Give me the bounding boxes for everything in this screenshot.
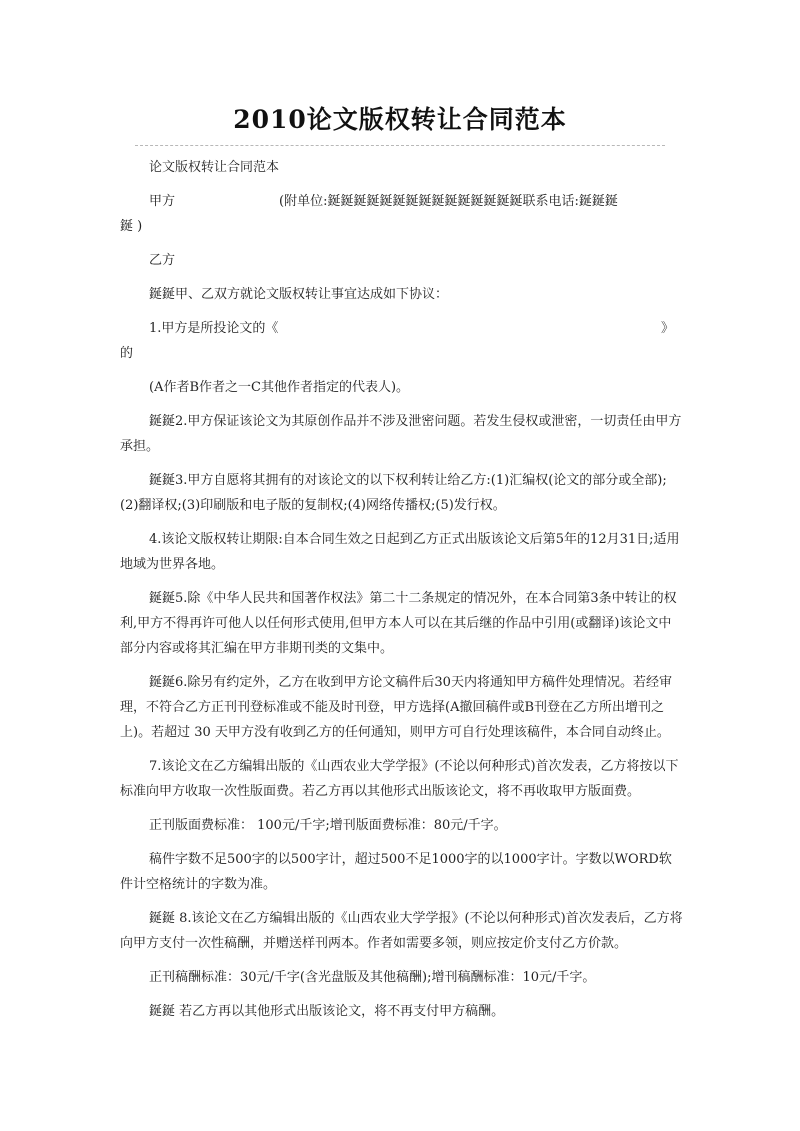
- party-a-label: 甲方: [149, 194, 176, 209]
- clause-7: 7.该论文在乙方编辑出版的《山西农业大学学报》(不论以何种形式)首次发表，乙方将按以下标准向甲方收取一次性版面费。若乙方再以其他形式出版该论文，将不再收取甲方版面费。: [120, 759, 679, 799]
- party-a-line: [120, 189, 684, 214]
- document-title: 2010论文版权转让合同范本: [233, 105, 567, 134]
- royalty-standard: 正刊稿酬标准：30元/千字(含光盘版及其他稿酬);增刊稿酬标准：10元/千字。: [149, 970, 596, 985]
- clause-1-cont: 的: [120, 346, 134, 361]
- clause-1-end: 》: [660, 321, 674, 336]
- heading-line: 论文版权转让合同范本: [149, 160, 280, 175]
- clause-1-start: 1.甲方是所投论文的《: [149, 321, 279, 336]
- word-count-rule: 稿件字数不足500字的以500字计，超过500不足1000字的以1000字计。字数以WORD软件计空格统计的字数为准。: [120, 852, 672, 892]
- clause-1: [120, 316, 684, 341]
- clause-1-options: (A作者B作者之一C其他作者指定的代表人)。: [149, 380, 410, 395]
- clause-3: 鋋鋋3.甲方自愿将其拥有的对该论文的以下权利转让给乙方:(1)汇编权(论文的部分或全部);(2)翻译权;(3)印刷版和电子版的复制权;(4)网络传播权;(5)发行权。: [120, 473, 667, 513]
- clause-6: 鋋鋋6.除另有约定外，乙方在收到甲方论文稿件后30天内将通知甲方稿件处理情况。若经审理，不符合乙方正刊刊登标准或不能及时刊登，甲方选择(A撤回稿件或B刊登在乙方所出增刊之上)。若超过 30 天甲方没有收到乙方的任何通知，则甲方可自行处理该稿件，本合同自动终止。: [120, 675, 672, 740]
- clause-5: 鋋鋋5.除《中华人民共和国著作权法》第二十二条规定的情况外，在本合同第3条中转让的权利,甲方不得再许可他人以任何形式使用,但甲方本人可以在其后继的作品中引用(或翻译)该论文中部分内容或将其汇编在甲方非期刊类的文集中。: [120, 591, 677, 656]
- clause-2: 鋋鋋2.甲方保证该论文为其原创作品并不涉及泄密问题。若发生侵权或泄密，一切责任由甲方承担。: [120, 414, 682, 454]
- party-a-detail: (附单位:鋋鋋鋋鋋鋋鋋鋋鋋鋋鋋鋋鋋鋋鋋鋋联系电话:鋋鋋鋋: [279, 194, 618, 209]
- final-note: 鋋鋋 若乙方再以其他形式出版该论文，将不再支付甲方稿酬。: [149, 1004, 505, 1019]
- intro-paragraph: 鋋鋋甲、乙双方就论文版权转让事宜达成如下协议：: [149, 287, 449, 302]
- document-body: [120, 155, 684, 1033]
- fee-standard: 正刊版面费标准： 100元/千字;增刊版面费标准：80元/千字。: [149, 818, 507, 833]
- title-divider: [135, 145, 665, 146]
- party-b-line: 乙方: [149, 253, 176, 268]
- clause-4: 4.该论文版权转让期限:自本合同生效之日起到乙方正式出版该论文后第5年的12月31日;适用地域为世界各地。: [120, 532, 680, 572]
- clause-8: 鋋鋋 8.该论文在乙方编辑出版的《山西农业大学学报》(不论以何种形式)首次发表后，乙方将向甲方支付一次性稿酬，并赠送样刊两本。作者如需要多领，则应按定价支付乙方价款。: [120, 911, 683, 951]
- party-a-detail-cont: 鋋 ): [120, 219, 143, 234]
